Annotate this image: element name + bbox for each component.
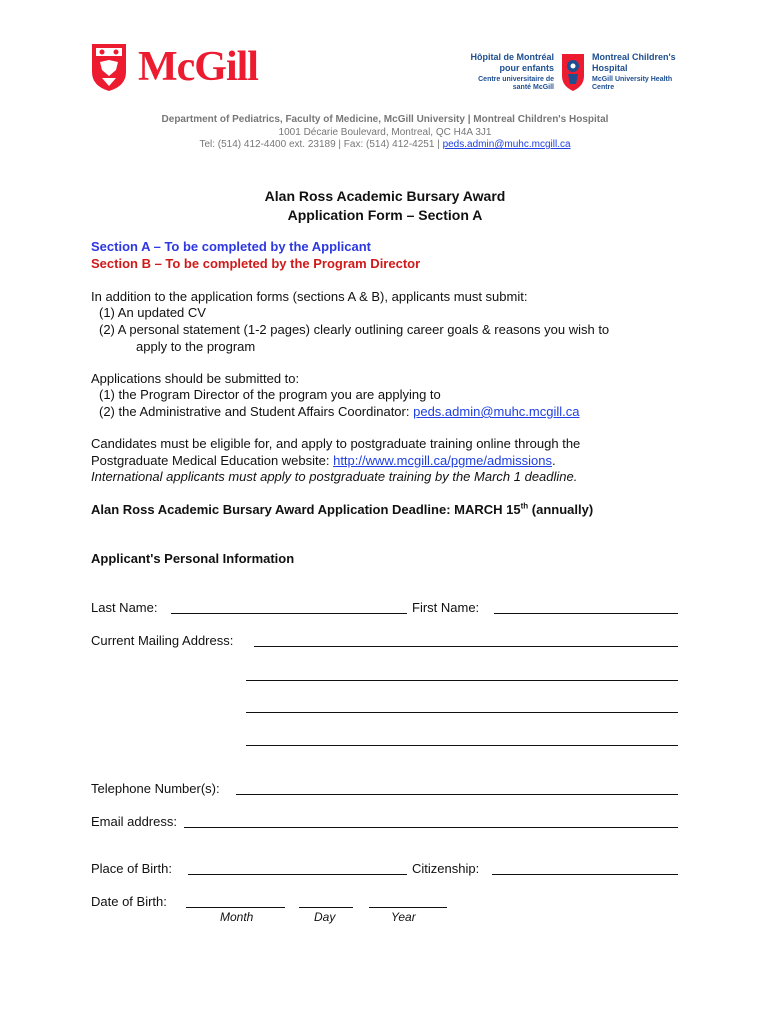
first-name-field[interactable] xyxy=(494,613,678,614)
citizenship-field[interactable] xyxy=(492,874,678,875)
eligibility-line-3: International applicants must apply to postgraduate training by the March 1 deadline. xyxy=(91,469,578,484)
eligibility-period: . xyxy=(552,453,556,468)
mcgill-logo-text: McGill xyxy=(138,44,258,90)
mailing-address-field-3[interactable] xyxy=(246,712,678,713)
month-label: Month xyxy=(220,910,254,924)
deadline-sup: th xyxy=(520,501,529,511)
contact-line xyxy=(0,138,770,151)
day-label: Day xyxy=(314,910,336,924)
year-label: Year xyxy=(391,910,416,924)
deadline-notice xyxy=(91,502,593,518)
telephone-field[interactable] xyxy=(236,794,678,795)
deadline-suffix: (annually) xyxy=(528,502,594,517)
department-line: Department of Pediatrics, Faculty of Medicine, McGill University | Montreal Children's Hospital xyxy=(161,114,609,125)
telephone-label: Telephone Number(s): xyxy=(91,781,220,796)
hospital-en-sub: McGill University Health Centre xyxy=(592,76,673,91)
citizenship-label: Citizenship: xyxy=(412,861,480,876)
requirement-item-1: (1) An updated CV xyxy=(99,305,206,320)
hospital-en-text: Montreal Children's Hospital xyxy=(592,52,676,73)
form-subtitle: Application Form – Section A xyxy=(287,207,483,223)
email-label: Email address: xyxy=(91,814,177,829)
submission-email-link[interactable]: peds.admin@muhc.mcgill.ca xyxy=(413,404,580,419)
pgme-admissions-link[interactable]: http://www.mcgill.ca/pgme/admissions xyxy=(333,453,553,468)
birth-year-field[interactable] xyxy=(369,907,447,908)
personal-info-heading: Applicant's Personal Information xyxy=(91,551,295,566)
submission-intro: Applications should be submitted to: xyxy=(91,371,300,386)
last-name-field[interactable] xyxy=(171,613,407,614)
mailing-address-field-2[interactable] xyxy=(246,680,678,681)
eligibility-line-1: Candidates must be eligible for, and apply to postgraduate training online through the xyxy=(91,436,581,451)
birth-month-field[interactable] xyxy=(186,907,285,908)
mailing-address-field-4[interactable] xyxy=(246,745,678,746)
eligibility-line-2-text: Postgraduate Medical Education website: xyxy=(91,453,334,468)
mailing-address-label: Current Mailing Address: xyxy=(91,633,234,648)
place-of-birth-field[interactable] xyxy=(188,874,407,875)
hospital-fr-text: Hôpital de Montréal pour enfants xyxy=(470,52,554,73)
mcgill-shield-logo xyxy=(90,42,128,92)
requirements-intro: In addition to the application forms (sections A & B), applicants must submit: xyxy=(91,289,528,304)
section-b-note: Section B – To be completed by the Program Director xyxy=(91,256,421,271)
address-line: 1001 Décarie Boulevard, Montreal, QC H4A 3J1 xyxy=(278,127,492,138)
hospital-emblem-icon xyxy=(559,52,587,92)
hospital-fr-sub: Centre universitaire de santé McGill xyxy=(478,76,554,91)
form-title: Alan Ross Academic Bursary Award xyxy=(264,188,506,204)
submission-item-2-text: (2) the Administrative and Student Affairs Coordinator: xyxy=(99,404,414,419)
place-of-birth-label: Place of Birth: xyxy=(91,861,172,876)
deadline-text: Alan Ross Academic Bursary Award Application Deadline: MARCH 15 xyxy=(91,502,521,517)
birth-day-field[interactable] xyxy=(299,907,353,908)
hospital-name-en xyxy=(592,52,682,92)
requirement-item-2: (2) A personal statement (1-2 pages) clearly outlining career goals & reasons you wish to xyxy=(99,322,610,337)
eligibility-line-2 xyxy=(91,453,556,469)
submission-item-2 xyxy=(99,404,579,420)
contact-text: Tel: (514) 412-4400 ext. 23189 | Fax: (514) 412-4251 | xyxy=(199,139,443,150)
submission-item-1: (1) the Program Director of the program you are applying to xyxy=(99,387,441,402)
first-name-label: First Name: xyxy=(412,600,480,615)
mailing-address-field-1[interactable] xyxy=(254,646,678,647)
section-a-note: Section A – To be completed by the Applicant xyxy=(91,239,372,254)
hospital-logo xyxy=(466,52,676,100)
hospital-name-fr xyxy=(466,52,554,92)
last-name-label: Last Name: xyxy=(91,600,158,615)
requirement-item-2-cont: apply to the program xyxy=(136,339,256,354)
email-field[interactable] xyxy=(184,827,678,828)
contact-email-link[interactable]: peds.admin@muhc.mcgill.ca xyxy=(442,139,571,150)
date-of-birth-label: Date of Birth: xyxy=(91,894,167,909)
